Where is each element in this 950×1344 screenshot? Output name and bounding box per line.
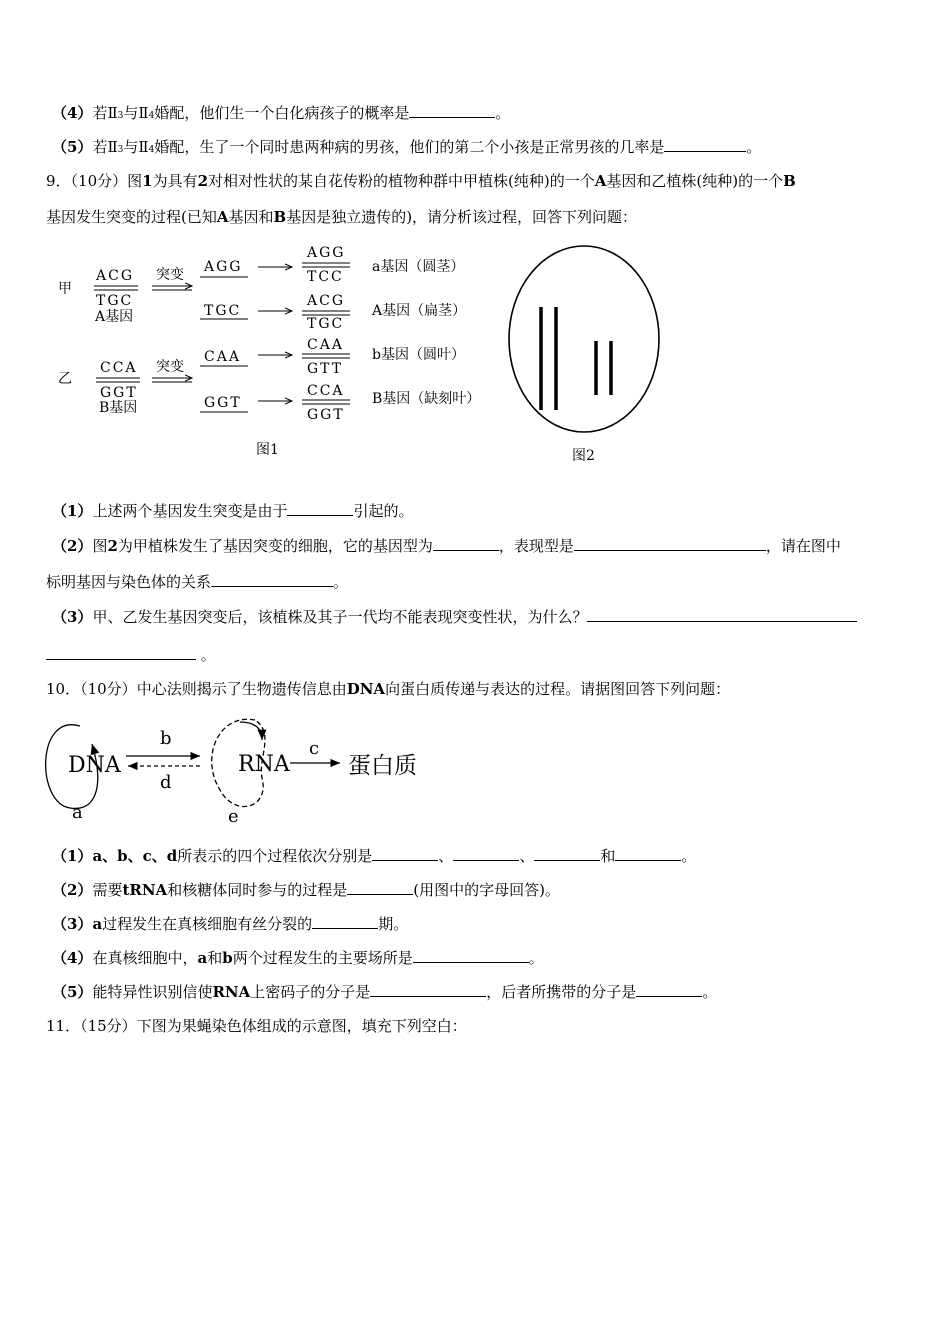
fig1-b2-bot: GGT [307, 407, 345, 423]
stem-text: 2 [197, 172, 209, 190]
q8-part5-text: 婚配，生了一个同时患两种病的男孩，他们的第二个小孩是正常男孩的几率是 [154, 138, 665, 156]
q9-stem-line2 [46, 207, 637, 227]
q9-part3-number: （3） [52, 608, 93, 626]
process-e-label: e [228, 806, 239, 827]
punctuation: 。 [746, 138, 762, 156]
q10-part3-number: （3） [52, 915, 93, 933]
q9-part3-text: 甲、乙发生基因突变后，该植株及其子一代均不能表现突变性状，为什么？ [92, 608, 588, 626]
process-d-label: d [160, 772, 172, 793]
fig1-b1-label: b基因（圆叶） [372, 347, 465, 363]
answer-blank[interactable] [453, 846, 519, 861]
answer-blank[interactable] [413, 948, 529, 963]
q10-part1-text: 和 [600, 847, 616, 865]
fig1-b1-single: CAA [204, 349, 241, 365]
q9-stem-line1 [46, 171, 796, 191]
question-number: 11． [46, 1017, 81, 1035]
stem-text: DNA [346, 680, 386, 698]
fig1-a-bot: TGC [96, 293, 134, 309]
q10-part4-text: b [222, 949, 233, 967]
q8-part5-text: 与Ⅱ [123, 138, 149, 156]
question-score: （15分） [80, 1017, 137, 1035]
fig1-mutate-label: 突变 [156, 267, 184, 283]
q10-part2 [52, 880, 560, 900]
question-number: 10． [46, 680, 81, 698]
fig1-label-jia: 甲 [58, 281, 72, 297]
stem-text: B [273, 208, 287, 226]
answer-blank[interactable] [211, 572, 333, 587]
fig1-b2-single: GGT [204, 395, 242, 411]
q9-figures [0, 235, 950, 475]
fig1-b1-top: CAA [307, 337, 344, 353]
q10-part5-text: 上密码子的分子是 [250, 983, 371, 1001]
stem-text: 1 [142, 172, 153, 190]
rna-replication-arrowhead [240, 722, 262, 740]
q9-part2-text: 图 [92, 537, 108, 555]
q9-part1 [52, 501, 413, 521]
q10-part5 [52, 982, 717, 1002]
q9-part3 [52, 607, 857, 627]
fig1-a1-bot: TCC [307, 269, 344, 285]
fig1-a2-label: A基因（扁茎） [372, 303, 467, 319]
q9-part2 [52, 536, 841, 556]
stem-text: 图 [127, 172, 143, 190]
q10-part1-number: （1） [52, 847, 93, 865]
stem-text: 下图为果蝇染色体组成的示意图，填充下列空白： [136, 1017, 467, 1035]
q10-part4 [52, 948, 544, 968]
q10-part4-text: 两个过程发生的主要场所是 [232, 949, 413, 967]
stem-text: 中心法则揭示了生物遗传信息由 [136, 680, 347, 698]
q9-part2-text: 2 [107, 537, 118, 555]
q10-part5-text: RNA [212, 983, 251, 1001]
protein-label: 蛋白质 [348, 753, 417, 779]
fig1-b2-label: B基因（缺刻叶） [372, 391, 481, 407]
stem-text: 为具有 [152, 172, 198, 190]
q10-part4-number: （4） [52, 949, 93, 967]
q9-part1-text: 引起的。 [353, 502, 414, 520]
answer-blank[interactable] [287, 501, 353, 516]
fig2-caption: 图2 [572, 448, 595, 464]
q8-part5 [52, 137, 761, 160]
answer-blank[interactable] [636, 982, 702, 997]
q10-part1-text: 所表示的四个过程依次分别是 [177, 847, 373, 865]
q9-part2-cont [46, 572, 348, 592]
punctuation: 。 [528, 949, 544, 967]
answer-blank[interactable] [574, 536, 766, 551]
punctuation: 、 [519, 847, 535, 865]
answer-blank[interactable] [46, 645, 196, 660]
fig1-b-name: B基因 [99, 400, 138, 416]
fig1-b2-top: CCA [307, 383, 345, 399]
q10-part2-number: （2） [52, 881, 93, 899]
answer-blank[interactable] [370, 982, 486, 997]
question-number: 9． [46, 172, 71, 190]
q10-part5-text: 能特异性识别信使 [92, 983, 213, 1001]
q10-part2-text: 需要 [92, 881, 123, 899]
q10-part2-text: (用图中的字母回答)。 [413, 881, 560, 899]
punctuation: 。 [702, 983, 718, 1001]
q9-part3-cont [46, 645, 216, 665]
q8-part5-text: 若Ⅱ [92, 138, 118, 156]
stem-text: 对相对性状的某自花传粉的植物种群中甲植株(纯种)的一个 [208, 172, 595, 190]
fig2-cell [509, 246, 659, 432]
fig1-a-name: A基因 [95, 309, 134, 325]
q10-part3-text: 期。 [378, 915, 409, 933]
punctuation: 、 [438, 847, 454, 865]
q10-part5-number: （5） [52, 983, 93, 1001]
q10-part5-text: ，后者所携带的分子是 [486, 983, 637, 1001]
fig1-a2-top: ACG [307, 293, 346, 309]
q8-part4 [52, 103, 510, 126]
fig1-a-top: ACG [96, 268, 135, 284]
fig1-a1-single: AGG [204, 259, 243, 275]
answer-blank[interactable] [534, 846, 600, 861]
dna-label: DNA [68, 753, 121, 778]
fig1-b-top: CCA [100, 360, 138, 376]
answer-blank[interactable] [409, 103, 495, 118]
subscript: 3 [117, 111, 124, 121]
subscript: 4 [148, 145, 155, 155]
q8-part4-text: 若Ⅱ [92, 104, 118, 122]
q10-part4-text: 和 [207, 949, 223, 967]
fig1-a1-label: a基因（圆茎） [372, 259, 465, 275]
q11-stem [46, 1016, 467, 1036]
q10-part3 [52, 914, 408, 934]
q8-part4-number: （4） [52, 104, 93, 122]
answer-blank[interactable] [433, 536, 499, 551]
stem-text: 基因和乙植株(纯种)的一个 [606, 172, 784, 190]
process-c-label: c [309, 738, 320, 759]
stem-text: 向蛋白质传递与表达的过程。请据图回答下列问题： [385, 680, 731, 698]
answer-blank[interactable] [347, 880, 413, 895]
rna-label: RNA [238, 752, 290, 777]
fig1-mutate-label: 突变 [156, 359, 184, 375]
q10-part4-text: a [197, 949, 208, 967]
stem-text: A [594, 172, 607, 190]
q10-stem [46, 679, 730, 699]
q9-part2-text: ，请在图中 [765, 537, 841, 555]
q8-part5-number: （5） [52, 138, 93, 156]
q10-part1-text: a、b、c、d [92, 847, 178, 865]
q9-part2-text: 标明基因与染色体的关系 [46, 573, 212, 591]
q8-part4-text: 婚配，他们生一个白化病孩子的概率是 [154, 104, 410, 122]
answer-blank[interactable] [372, 846, 438, 861]
central-dogma-figure [0, 708, 520, 830]
q10-part3-text: 过程发生在真核细胞有丝分裂的 [102, 915, 313, 933]
process-b-label: b [160, 728, 172, 749]
process-a-label: a [72, 802, 83, 823]
q8-part4-text: 与Ⅱ [123, 104, 149, 122]
punctuation: 。 [200, 646, 216, 664]
fig1-caption: 图1 [256, 442, 279, 458]
answer-blank[interactable] [587, 607, 857, 622]
stem-text: 基因发生突变的过程(已知 [46, 208, 217, 226]
q9-part1-number: （1） [52, 502, 93, 520]
question-score: （10分） [80, 680, 137, 698]
q10-part2-text: 和核糖体同时参与的过程是 [167, 881, 348, 899]
subscript: 3 [117, 145, 124, 155]
q10-part1 [52, 846, 696, 866]
stem-text: 基因是独立遗传的)，请分析该过程，回答下列问题： [286, 208, 638, 226]
fig1-label-yi: 乙 [58, 371, 72, 387]
answer-blank[interactable] [312, 914, 378, 929]
fig1-b1-bot: GTT [307, 361, 344, 377]
fig1-a1-top: AGG [307, 245, 346, 261]
q10-part4-text: 在真核细胞中， [92, 949, 198, 967]
stem-text: A [216, 208, 229, 226]
q9-part2-number: （2） [52, 537, 93, 555]
stem-text: 基因和 [228, 208, 274, 226]
punctuation: 。 [681, 847, 697, 865]
q9-part2-text: ，表现型是 [498, 537, 574, 555]
stem-text: B [783, 172, 796, 190]
answer-blank[interactable] [615, 846, 681, 861]
subscript: 4 [148, 111, 155, 121]
q9-part2-text: 为甲植株发生了基因突变的细胞，它的基因型为 [117, 537, 433, 555]
q10-part3-text: a [92, 915, 103, 933]
question-score: （10分） [70, 172, 128, 190]
punctuation: 。 [495, 104, 511, 122]
fig1-b-bot: GGT [100, 385, 138, 401]
punctuation: 。 [333, 573, 349, 591]
answer-blank[interactable] [664, 137, 746, 152]
fig1-a2-bot: TGC [307, 316, 345, 332]
q10-part2-text: tRNA [122, 881, 168, 899]
q9-part1-text: 上述两个基因发生突变是由于 [92, 502, 288, 520]
fig1-a2-single: TGC [204, 303, 242, 319]
